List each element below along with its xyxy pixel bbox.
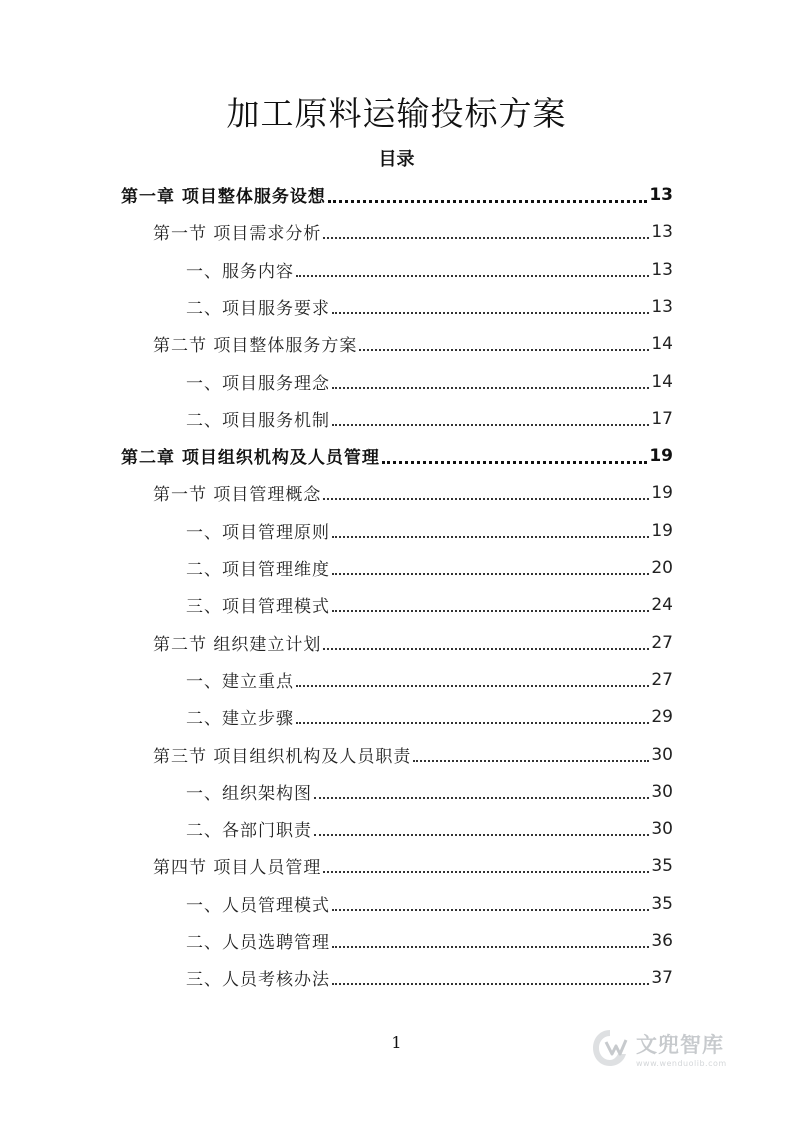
toc-entry-label: 第四节 项目人员管理 [153, 858, 322, 878]
toc-section-entry[interactable] [153, 624, 673, 661]
toc-entry-page: 19 [651, 482, 673, 503]
toc-entry-page: 14 [651, 371, 673, 392]
toc-dot-leader [382, 460, 647, 464]
watermark-name: 文兜智库 [636, 1032, 724, 1057]
toc-entry-label: 三、项目管理模式 [186, 597, 330, 617]
toc-chapter-entry[interactable] [121, 437, 673, 474]
toc-subsection-entry[interactable] [186, 363, 673, 400]
toc-dot-leader [323, 497, 649, 500]
toc-entry-page: 13 [651, 259, 673, 280]
toc-dot-leader [332, 311, 649, 314]
toc-entry-label: 二、项目管理维度 [186, 560, 330, 580]
watermark-url: www.wenduolib.com [636, 1058, 727, 1068]
toc-subsection-entry[interactable] [186, 549, 673, 586]
toc-entry-label: 第一章 项目整体服务设想 [121, 187, 326, 207]
toc-entry-label: 第二节 组织建立计划 [153, 635, 322, 655]
toc-entry-page: 24 [651, 594, 673, 615]
toc-dot-leader [314, 796, 649, 799]
toc-dot-leader [323, 647, 649, 650]
toc-heading: 目录 [378, 149, 415, 170]
toc-dot-leader [359, 348, 649, 351]
page-number: 1 [391, 1033, 402, 1052]
toc-dot-leader [332, 908, 649, 911]
toc-entry-label: 一、服务内容 [186, 262, 294, 282]
toc-entry-page: 35 [651, 855, 673, 876]
toc-subsection-entry[interactable] [186, 773, 673, 810]
toc-subsection-entry[interactable] [186, 586, 673, 623]
toc-dot-leader [332, 535, 649, 538]
toc-subsection-entry[interactable] [186, 512, 673, 549]
toc-dot-leader [332, 982, 649, 985]
toc-subsection-entry[interactable] [186, 922, 673, 959]
watermark [588, 1020, 758, 1076]
toc-dot-leader [323, 870, 649, 873]
toc-dot-leader [332, 945, 649, 948]
toc-dot-leader [332, 423, 649, 426]
toc-dot-leader [314, 833, 649, 836]
toc-entry-label: 二、项目服务机制 [186, 411, 330, 431]
toc-entry-label: 第三节 项目组织机构及人员职责 [153, 747, 412, 767]
toc-entry-label: 一、组织架构图 [186, 784, 312, 804]
toc-subsection-entry[interactable] [186, 400, 673, 437]
toc-dot-leader [296, 274, 649, 277]
toc-entry-label: 一、项目服务理念 [186, 374, 330, 394]
toc-section-entry[interactable] [153, 474, 673, 511]
toc-dot-leader [413, 759, 649, 762]
toc-subsection-entry[interactable] [186, 251, 673, 288]
toc-entry-page: 17 [651, 408, 673, 429]
toc-entry-page: 30 [651, 744, 673, 765]
wendou-logo-icon [588, 1026, 632, 1070]
toc-subsection-entry[interactable] [186, 698, 673, 735]
document-title: 加工原料运输投标方案 [226, 94, 567, 133]
toc-dot-leader [296, 684, 649, 687]
toc-dot-leader [332, 386, 649, 389]
toc-section-entry[interactable] [153, 736, 673, 773]
toc-entry-label: 二、人员选聘管理 [186, 933, 330, 953]
toc-entry-page: 14 [651, 333, 673, 354]
toc-entry-label: 第一节 项目需求分析 [153, 224, 322, 244]
toc-entry-page: 36 [651, 930, 673, 951]
toc-entry-label: 二、各部门职责 [186, 821, 312, 841]
toc-chapter-entry[interactable] [121, 176, 673, 213]
toc-section-entry[interactable] [153, 847, 673, 884]
toc-subsection-entry[interactable] [186, 885, 673, 922]
toc-dot-leader [332, 572, 649, 575]
toc-entry-page: 30 [651, 818, 673, 839]
toc-section-entry[interactable] [153, 325, 673, 362]
toc-dot-leader [328, 199, 647, 203]
toc-entry-label: 一、项目管理原则 [186, 523, 330, 543]
toc-entry-page: 13 [651, 296, 673, 317]
toc-entry-page: 27 [651, 632, 673, 653]
toc-entry-page: 13 [649, 184, 673, 205]
toc-entry-page: 37 [651, 967, 673, 988]
toc-entry-page: 27 [651, 669, 673, 690]
toc-entry-label: 一、人员管理模式 [186, 896, 330, 916]
toc-entry-page: 19 [649, 445, 673, 466]
toc-subsection-entry[interactable] [186, 661, 673, 698]
toc-dot-leader [296, 721, 649, 724]
toc-dot-leader [323, 236, 649, 239]
toc-entry-page: 29 [651, 706, 673, 727]
toc-entry-page: 19 [651, 520, 673, 541]
toc-entry-page: 13 [651, 221, 673, 242]
toc-entry-label: 第二章 项目组织机构及人员管理 [121, 448, 380, 468]
toc-subsection-entry[interactable] [186, 810, 673, 847]
toc-dot-leader [332, 609, 649, 612]
toc-entry-page: 30 [651, 781, 673, 802]
toc-entry-label: 第二节 项目整体服务方案 [153, 336, 358, 356]
toc-subsection-entry[interactable] [186, 288, 673, 325]
toc-entry-page: 35 [651, 893, 673, 914]
toc-entry-page: 20 [651, 557, 673, 578]
toc-entry-label: 第一节 项目管理概念 [153, 485, 322, 505]
toc-subsection-entry[interactable] [186, 959, 673, 996]
toc-entry-label: 二、建立步骤 [186, 709, 294, 729]
toc-entry-label: 二、项目服务要求 [186, 299, 330, 319]
toc-entry-label: 一、建立重点 [186, 672, 294, 692]
toc-entry-label: 三、人员考核办法 [186, 970, 330, 990]
toc-section-entry[interactable] [153, 213, 673, 250]
